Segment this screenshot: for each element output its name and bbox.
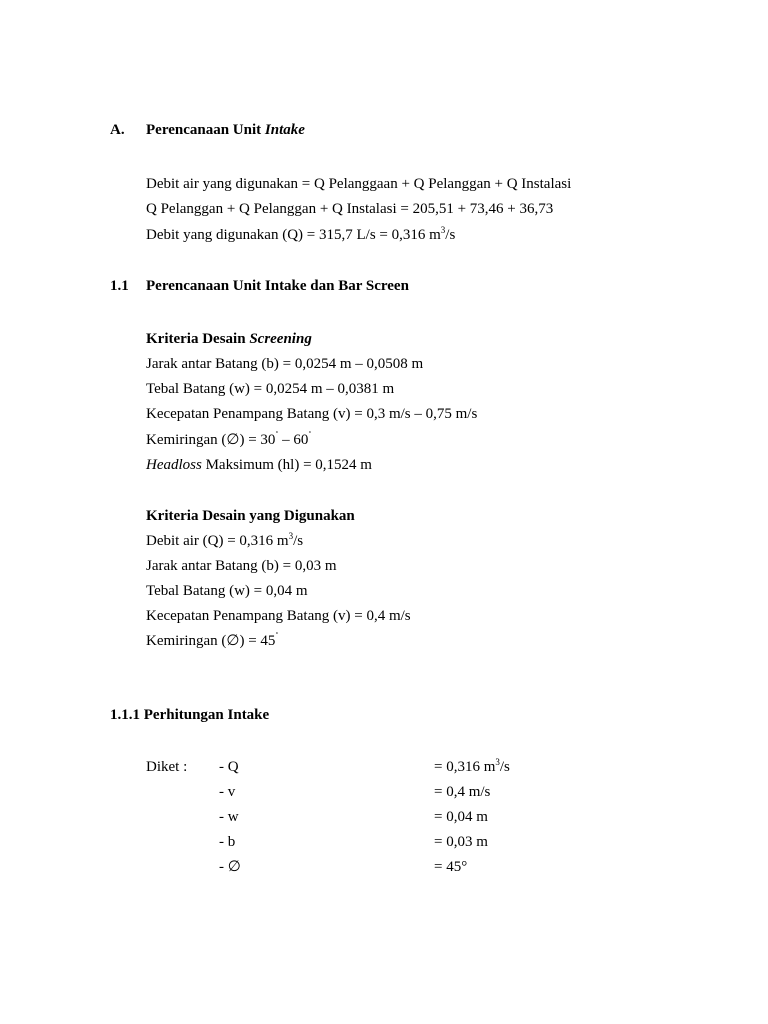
- diket-val-q-suffix: /s: [499, 759, 510, 775]
- criteria-kemiringan-mid: – 60: [278, 432, 309, 448]
- used-debit: [146, 532, 303, 550]
- used-debit-text: Debit air (Q) = 0,316 m: [146, 533, 289, 549]
- criteria-kemiringan: [146, 431, 311, 449]
- diket-val-b: = 0,03 m: [434, 834, 488, 850]
- section-a-title-prefix: Perencanaan Unit: [146, 122, 265, 138]
- section-a-title-italic: Intake: [264, 122, 305, 138]
- debit-result-text: Debit yang digunakan (Q) = 315,7 L/s = 0,316 m: [146, 227, 441, 243]
- diket-val-angle: = 45°: [434, 859, 468, 875]
- criteria-heading-prefix: Kriteria Desain: [146, 331, 250, 347]
- diket-label: Diket :: [146, 759, 188, 775]
- diket-var-q: - Q: [219, 759, 239, 775]
- criteria-headloss-rest: Maksimum (hl) = 0,1524 m: [201, 457, 372, 473]
- used-kemiringan: [146, 632, 278, 650]
- criteria-heading-italic: Screening: [249, 331, 312, 347]
- used-kecepatan: Kecepatan Penampang Batang (v) = 0,4 m/s: [146, 608, 411, 624]
- used-criteria-heading: Kriteria Desain yang Digunakan: [146, 508, 355, 524]
- section-1-1-number: 1.1: [110, 278, 129, 294]
- diket-var-v: - v: [219, 784, 236, 800]
- debit-result-sup: 3: [440, 225, 446, 235]
- diket-val-q-sup: 3: [495, 757, 500, 767]
- used-jarak: Jarak antar Batang (b) = 0,03 m: [146, 558, 337, 574]
- section-1-1-title: Perencanaan Unit Intake dan Bar Screen: [146, 278, 409, 294]
- debit-result-line: [146, 226, 455, 244]
- section-a-number: A.: [110, 122, 125, 138]
- criteria-kecepatan: Kecepatan Penampang Batang (v) = 0,3 m/s – 0,75 m/s: [146, 406, 478, 422]
- degree-mark: ˚: [308, 430, 312, 440]
- used-tebal: Tebal Batang (w) = 0,04 m: [146, 583, 308, 599]
- criteria-headloss: [146, 456, 372, 474]
- diket-var-angle: - ∅: [219, 859, 241, 875]
- degree-mark: ˚: [275, 631, 279, 641]
- criteria-headloss-italic: Headloss: [146, 457, 202, 473]
- diket-var-w: - w: [219, 809, 239, 825]
- section-1-1-1-heading: 1.1.1 Perhitungan Intake: [110, 707, 270, 723]
- diket-val-q: [434, 758, 510, 776]
- criteria-tebal: Tebal Batang (w) = 0,0254 m – 0,0381 m: [146, 381, 395, 397]
- diket-val-v: = 0,4 m/s: [434, 784, 491, 800]
- debit-result-suffix: /s: [445, 227, 456, 243]
- debit-sum-line: Q Pelanggan + Q Pelanggan + Q Instalasi = 205,51 + 73,46 + 36,73: [146, 201, 554, 217]
- used-debit-sup: 3: [288, 531, 294, 541]
- diket-val-w: = 0,04 m: [434, 809, 488, 825]
- section-a-title: [146, 121, 305, 139]
- diket-val-q-text: = 0,316 m: [434, 759, 496, 775]
- criteria-kemiringan-prefix: Kemiringan (∅) = 30: [146, 432, 276, 448]
- used-debit-suffix: /s: [293, 533, 304, 549]
- debit-formula-line: Debit air yang digunakan = Q Pelanggaan + Q Pelanggan + Q Instalasi: [146, 176, 572, 192]
- diket-var-b: - b: [219, 834, 236, 850]
- criteria-heading: [146, 330, 312, 348]
- degree-mark: ˚: [275, 430, 279, 440]
- criteria-jarak: Jarak antar Batang (b) = 0,0254 m – 0,0508 m: [146, 356, 424, 372]
- used-kemiringan-prefix: Kemiringan (∅) = 45: [146, 633, 276, 649]
